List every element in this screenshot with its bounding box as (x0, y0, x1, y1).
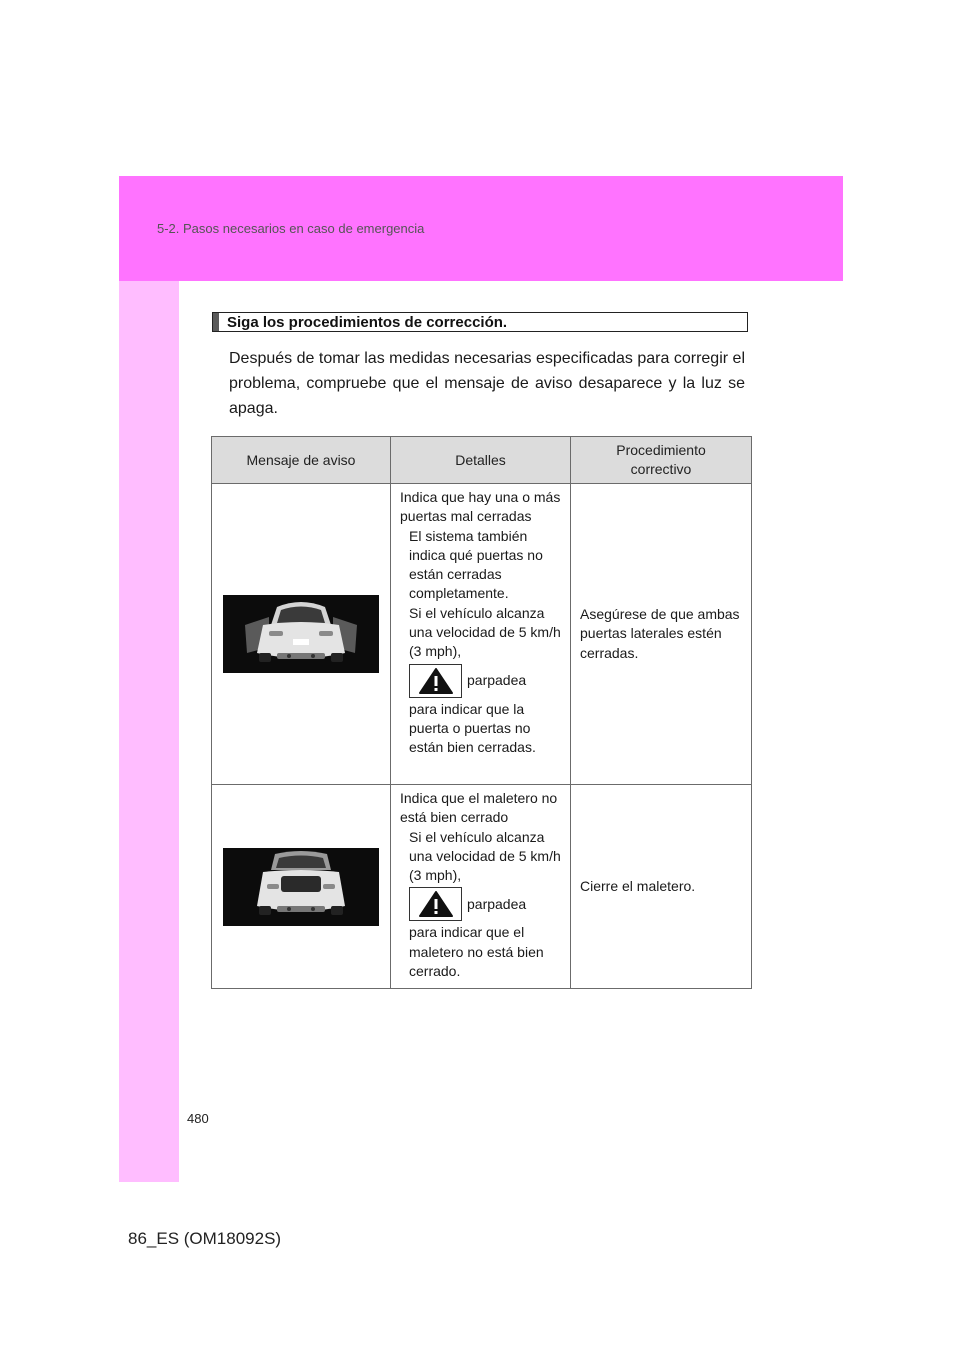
warning-indicator (409, 887, 562, 921)
heading-text: Siga los procedimientos de corrección. (227, 313, 508, 331)
car-trunk-open-image (223, 848, 379, 926)
warning-image-cell (212, 785, 391, 989)
procedure-cell: Cierre el maletero. (571, 785, 752, 989)
procedure-cell: Asegúrese de que ambas puertas laterales estén cerradas. (571, 484, 752, 785)
table-header-row (212, 437, 752, 484)
details-sub: El sistema también indica qué puertas no están cerradas completamente. (409, 527, 543, 602)
warning-triangle-icon (409, 664, 462, 698)
table-row (212, 785, 752, 989)
intro-paragraph: Después de tomar las medidas necesarias especificadas para corregir el problema, compruebe que el mensaje de aviso desaparece y la luz se apaga. (229, 350, 745, 417)
header-warning-message: Mensaje de aviso (212, 437, 391, 484)
heading-marker (213, 313, 219, 331)
details-lead: Indica que hay una o más puertas mal cerradas (400, 489, 561, 525)
table-row (212, 484, 752, 785)
section-heading (212, 312, 748, 332)
details-cell (391, 785, 571, 989)
warning-label: parpadea (467, 672, 527, 689)
side-margin-band (119, 281, 179, 1182)
page-number: 480 (187, 1111, 209, 1126)
details-tail: para indicar que la puerta o puertas no están bien cerradas. (409, 700, 536, 756)
details-sub: Si el vehículo alcanza una velocidad de 5 km/h (3 mph), (409, 604, 561, 660)
header-details: Detalles (391, 437, 571, 484)
warning-triangle-icon (409, 887, 462, 921)
details-tail: para indicar que el maletero no está bien cerrado. (409, 924, 544, 980)
header-procedure: Procedimiento correctivo (571, 437, 752, 484)
details-sub: Si el vehículo alcanza una velocidad de 5 km/h (3 mph), (409, 828, 561, 884)
details-lead: Indica que el maletero no está bien cerrado (400, 790, 558, 826)
document-code: 86_ES (OM18092S) (128, 1229, 282, 1248)
details-cell (391, 484, 571, 785)
section-breadcrumb: 5-2. Pasos necesarios en caso de emergencia (157, 221, 425, 236)
warning-table (211, 436, 752, 989)
warning-indicator (409, 664, 562, 698)
car-doors-open-image (223, 595, 379, 673)
warning-label: parpadea (467, 895, 527, 912)
warning-image-cell (212, 484, 391, 785)
chapter-header-band (119, 176, 843, 281)
